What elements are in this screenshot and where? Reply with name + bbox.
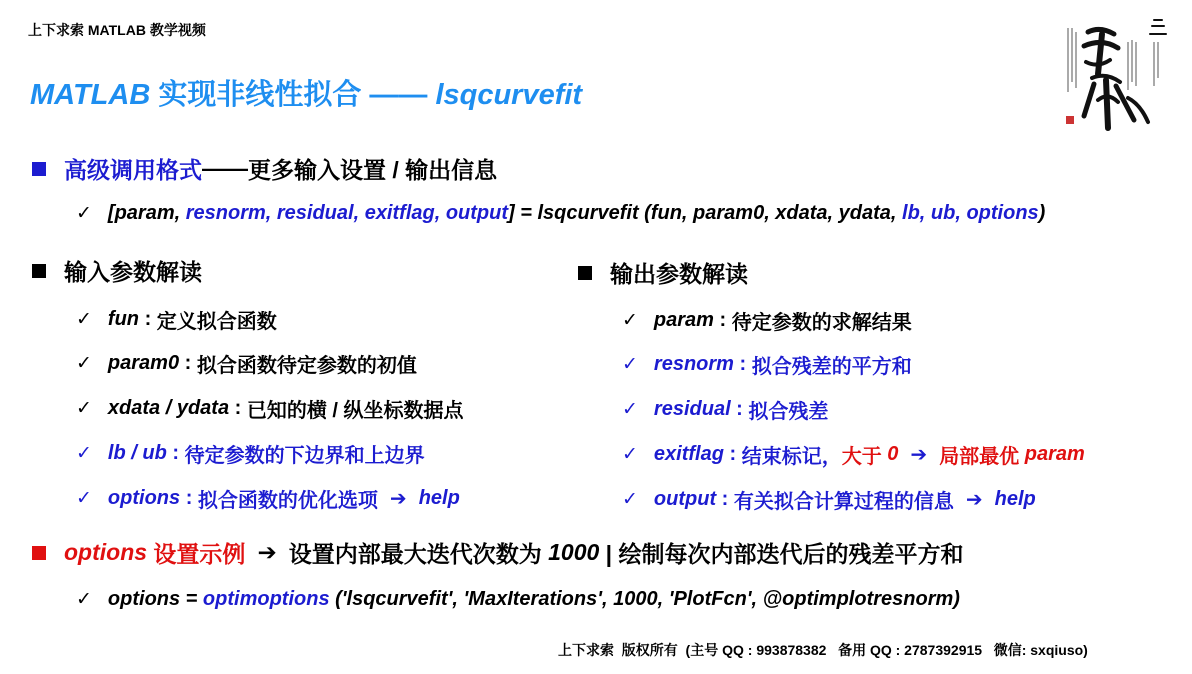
output-desc: 有关拟合计算过程的信息 [733, 491, 954, 513]
footer-copyright: 上下求索 版权所有 (主号 QQ : 993878382 备用 QQ : 2787392915 微信: sxqiuso) [558, 642, 1088, 658]
arrow-right-icon: ➔ [965, 489, 983, 511]
help-link[interactable]: help [418, 487, 460, 509]
section1-dash: —— [202, 155, 248, 181]
output-sep: : [730, 398, 749, 420]
output-item-param [622, 306, 912, 335]
output-item-resnorm [622, 350, 912, 379]
arrow-right-icon: ➔ [389, 488, 407, 510]
exitflag-red-text: 大于 [841, 446, 888, 468]
input-name: param0 [107, 352, 180, 374]
output-sep: : [716, 488, 734, 510]
input-sep: : [166, 442, 185, 464]
code-func: optimoptions [202, 588, 330, 610]
input-name: options [107, 487, 181, 509]
bullet-square-icon [32, 546, 46, 560]
title-cn: 实现非线性拟合 —— [150, 79, 436, 111]
syntax-close: ) [1038, 202, 1046, 224]
exitflag-red-text2: 局部最优 [939, 446, 1025, 468]
input-desc: 定义拟合函数 [156, 311, 277, 333]
code-args: ('lsqcurvefit', 'MaxIterations', 1000, 'PlotFcn', @optimplotresnorm) [329, 588, 960, 610]
bullet-square-icon [578, 266, 592, 280]
output-item-output [622, 485, 1036, 514]
syntax-open: [param, [107, 202, 186, 224]
checkmark-icon: ✓ [76, 589, 92, 610]
checkmark-icon: ✓ [76, 398, 92, 419]
output-name: exitflag [653, 443, 724, 465]
checkmark-icon: ✓ [622, 354, 638, 375]
input-item-lbub [76, 439, 425, 468]
section1-blue-label: 高级调用格式 [64, 157, 202, 183]
output-item-exitflag [622, 440, 1085, 469]
section-outputs [578, 256, 748, 289]
output-name: param [653, 309, 714, 331]
section3-red-label: 设置示例 [147, 541, 246, 567]
section1-rest: 更多输入设置 / 输出信息 [248, 157, 498, 183]
section-options-example [32, 536, 964, 569]
input-name: fun [107, 308, 140, 330]
section3-rest1: 设置内部最大迭代次数为 [288, 541, 549, 567]
output-item-residual [622, 395, 828, 424]
checkmark-icon: ✓ [622, 489, 638, 510]
checkmark-icon: ✓ [76, 488, 92, 509]
input-item-fun [76, 305, 277, 334]
input-item-xydata [76, 394, 464, 423]
input-sep: : [229, 397, 247, 419]
inputs-heading: 输入参数解读 [64, 259, 202, 285]
syntax-outs: resnorm, residual, exitflag, output [185, 202, 509, 224]
input-desc: 待定参数的下边界和上边界 [184, 445, 425, 467]
output-sep: : [723, 443, 742, 465]
output-desc: 待定参数的求解结果 [731, 312, 912, 334]
output-desc: 结束标记， [741, 446, 842, 468]
section3-red-name: options [64, 539, 148, 565]
checkmark-icon: ✓ [622, 310, 638, 331]
outputs-heading: 输出参数解读 [610, 261, 748, 287]
checkmark-icon: ✓ [76, 309, 92, 330]
checkmark-icon: ✓ [622, 399, 638, 420]
page-title [30, 72, 582, 113]
options-code-line [76, 588, 960, 611]
input-desc: 拟合函数待定参数的初值 [196, 355, 417, 377]
input-sep: : [179, 352, 197, 374]
output-name: output [653, 488, 717, 510]
output-desc: 拟合残差 [748, 401, 829, 423]
checkmark-icon: ✓ [76, 443, 92, 464]
input-name: lb / ub [107, 442, 167, 464]
syntax-args: lb, ub, options [902, 202, 1039, 224]
checkmark-icon: ✓ [76, 203, 92, 224]
checkmark-icon: ✓ [622, 444, 638, 465]
input-name: xdata / ydata [107, 397, 230, 419]
title-prefix: MATLAB [30, 79, 151, 111]
syntax-line [76, 202, 1045, 225]
input-sep: : [139, 308, 157, 330]
arrow-right-icon: ➔ [257, 539, 277, 565]
section3-rest2: | 绘制每次内部迭代后的残差平方和 [599, 541, 964, 567]
title-func: lsqcurvefit [435, 79, 583, 111]
input-desc: 已知的横 / 纵坐标数据点 [246, 400, 464, 422]
brand-label: 上下求索 MATLAB 教学视频 [28, 22, 206, 38]
section-inputs [32, 254, 202, 287]
input-item-options [76, 484, 460, 513]
output-name: resnorm [653, 353, 734, 375]
input-sep: : [180, 487, 198, 509]
help-link[interactable]: help [994, 488, 1036, 510]
arrow-right-icon: ➔ [910, 444, 928, 466]
output-sep: : [713, 309, 732, 331]
output-sep: : [733, 353, 752, 375]
output-desc: 拟合残差的平方和 [751, 356, 912, 378]
input-desc: 拟合函数的优化选项 [197, 490, 378, 512]
section-advanced-syntax [32, 152, 497, 185]
calligraphy-logo-icon [1058, 12, 1176, 134]
input-item-param0 [76, 349, 417, 378]
syntax-mid: ] = lsqcurvefit (fun, param0, xdata, ydata, [508, 202, 903, 224]
section3-num: 1000 [548, 539, 600, 565]
checkmark-icon: ✓ [76, 353, 92, 374]
bullet-square-icon [32, 162, 46, 176]
code-pre: options = [107, 588, 203, 610]
bullet-square-icon [32, 264, 46, 278]
output-name: residual [653, 398, 731, 420]
exitflag-red-num: 0 [887, 443, 899, 465]
exitflag-red-param: param [1024, 443, 1085, 465]
